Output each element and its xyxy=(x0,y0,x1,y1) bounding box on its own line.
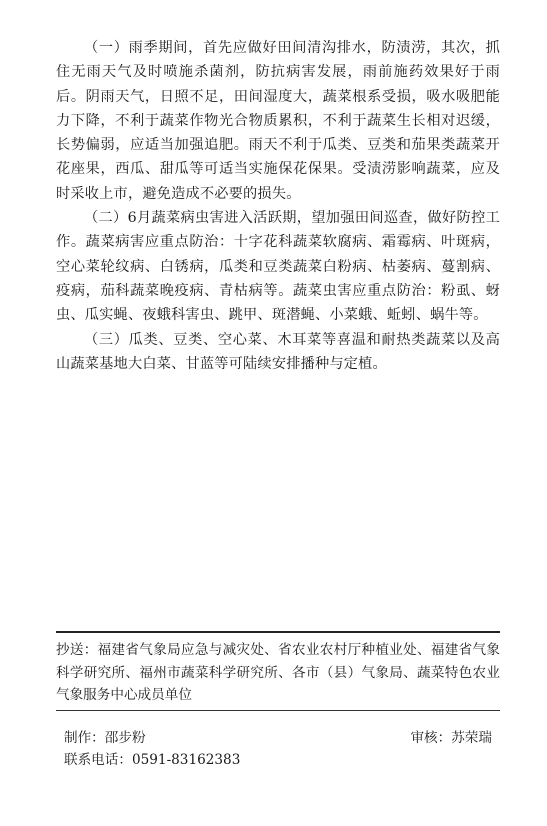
contact-phone: 联系电话：0591-83162383 xyxy=(64,752,241,768)
cc-bottom-rule xyxy=(56,710,500,711)
paragraph-rainy-season: （一）雨季期间，首先应做好田间清沟排水，防渍涝，其次，抓住无雨天气及时喷施杀菌剂，防抗病害发展，雨前施药效果好于雨后。阴雨天气，日照不足，田间湿度大，蔬菜根系受损，吸水吸肥能力下降，不利于蔬菜作物光合物质累积，不利于蔬菜生长相对迟缓，长势偏弱，应适当加强追肥。雨天不利于瓜类、豆类和茄果类蔬菜开花座果，西瓜、甜瓜等可适当实施保花保果。受渍涝影响蔬菜，应及时采收上市，避免造成不必要的损失。 xyxy=(56,40,500,202)
cc-top-rule xyxy=(56,631,500,633)
paragraph-planting: （三）瓜类、豆类、空心菜、木耳菜等喜温和耐热类蔬菜以及高山蔬菜基地大白菜、甘蓝等可陆续安排播种与定植。 xyxy=(56,331,500,372)
reviewer-label: 审核：苏荣瑞 xyxy=(410,730,492,746)
paragraph-pest-control: （二）6月蔬菜病虫害进入活跃期，望加强田间巡查，做好防控工作。蔬菜病害应重点防治：十字花科蔬菜软腐病、霜霉病、叶斑病，空心菜轮纹病、白锈病，瓜类和豆类蔬菜白粉病、枯萎病、蔓割病、疫病，茄科蔬菜晚疫病、青枯病等。蔬菜虫害应重点防治：粉虱、蚜虫、瓜实蝇、夜蛾科害虫、跳甲、斑潜蝇、小菜蛾、蚯蚓、蜗牛等。 xyxy=(56,210,500,324)
producer-label: 制作：邵步粉 xyxy=(64,730,146,746)
cc-recipients: 抄送：福建省气象局应急与减灾处、省农业农村厅种植业处、福建省气象科学研究所、福州市蔬菜科学研究所、各市（县）气象局、蔬菜特色农业气象服务中心成员单位 xyxy=(56,642,500,703)
body-text xyxy=(56,36,500,376)
